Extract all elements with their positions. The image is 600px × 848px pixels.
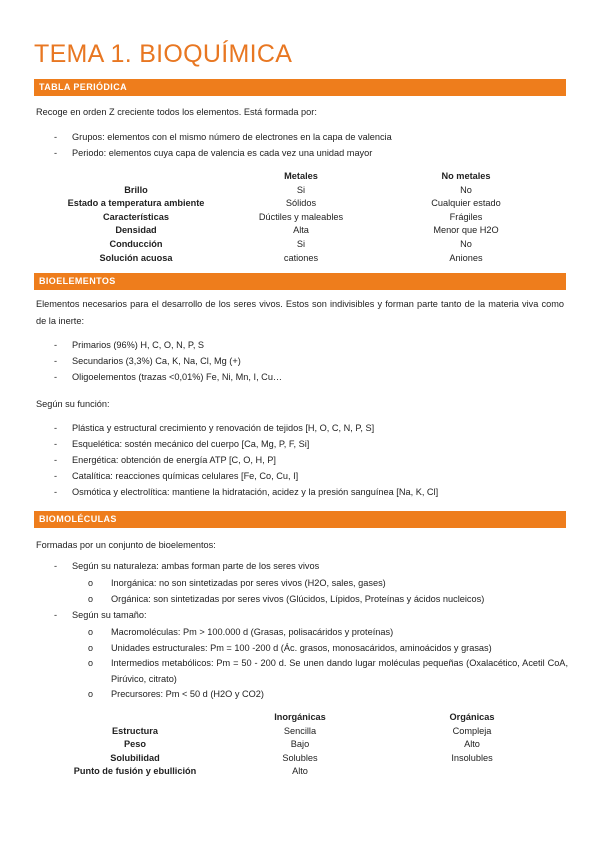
row-label: Conducción [109, 238, 163, 249]
table-row [36, 224, 566, 238]
table-row [36, 211, 566, 225]
bioelementos-bullet-list [36, 337, 282, 385]
table-cell: No [460, 184, 472, 195]
table-cell: Compleja [452, 725, 492, 736]
row-label: Punto de fusión y ebullición [73, 766, 197, 777]
list-item: - Grupos: elementos con el mismo número de electrones en la capa de valencia [36, 129, 392, 145]
table-cell: No [460, 238, 472, 249]
page-title: TEMA 1. BIOQUÍMICA [34, 40, 293, 68]
table-cell: Si [296, 238, 306, 249]
list-item: - Energética: obtención de energía ATP [C, O, H, P] [36, 452, 438, 468]
table-cell [390, 765, 554, 779]
table-row [60, 738, 554, 752]
list-item: - Oligoelementos (trazas <0,01%) Fe, Ni, Mn, I, Cu… [36, 369, 282, 385]
bullet-marker-o: o [88, 593, 94, 604]
table-row [36, 252, 566, 266]
list-item: o Macromoléculas: Pm > 100.000 d (Grasas, polisacáridos y proteínas) [56, 625, 568, 641]
table-cell: Solubles [282, 752, 318, 763]
list-item: - Primarios (96%) H, C, O, N, P, S [36, 337, 282, 353]
list-item: - Catalítica: reacciones químicas celulares [Fe, Co, Cu, I] [36, 468, 438, 484]
bullet-marker-o: o [88, 578, 94, 588]
list-item: - Esquelética: sostén mecánico del cuerpo [Ca, Mg, P, F, Si] [36, 436, 438, 452]
list-item: o Unidades estructurales: Pm = 100 -200 d (Ác. grasos, monosacáridos, aminoácidos y grasas) [56, 641, 568, 657]
table-row [36, 238, 566, 252]
table-cell: Cualquier estado [431, 198, 501, 209]
table-cell: Sólidos [285, 198, 317, 209]
table-header-row [36, 170, 566, 184]
table-header-row [60, 711, 554, 725]
biomoleculas-intro: Formadas por un conjunto de bioelementos: [36, 540, 216, 550]
list-item: o Intermedios metabólicos: Pm = 50 - 200 d. Se unen dando lugar moléculas pequeñas (Oxalacético, Acetil CoA, Pirúvico, citrato) [88, 658, 568, 684]
row-label: Solución acuosa [99, 252, 173, 263]
row-label: Estructura [112, 725, 158, 736]
table-row [60, 752, 554, 766]
table-cell: Alto [464, 739, 480, 750]
table-cell: Aniones [449, 252, 483, 263]
column-header: Orgánicas [449, 712, 495, 722]
table-cell: Insolubles [451, 752, 493, 763]
table-row [36, 197, 566, 211]
list-item: - Según su naturaleza: ambas forman parte de los seres vivos [36, 558, 319, 574]
naturaleza-bullet [36, 558, 319, 574]
section-heading-biomoleculas: BIOMOLÉCULAS [34, 511, 566, 528]
naturaleza-sublist [56, 576, 556, 607]
list-item: - Plástica y estructural crecimiento y renovación de tejidos [H, O, C, N, P, S] [36, 420, 438, 436]
section-heading-bioelementos: BIOELEMENTOS [34, 273, 566, 290]
table-cell: Dúctiles y maleables [258, 211, 344, 222]
list-item: o Orgánica: son sintetizadas por seres vivos (Glúcidos, Lípidos, Proteínas y ácidos nucleicos) [56, 592, 556, 608]
list-item: - Secundarios (3,3%) Ca, K, Na, Cl, Mg (+) [36, 353, 282, 369]
table-row [60, 725, 554, 739]
table-cell: cationes [283, 252, 319, 263]
list-item: - Osmótica y electrolítica: mantiene la hidratación, acidez y la presión sanguínea [Na, K, Cl] [36, 484, 438, 500]
row-label: Peso [124, 739, 146, 750]
table-row [36, 184, 566, 198]
column-header: Metales [284, 171, 318, 181]
table-cell: Si [296, 184, 306, 195]
column-header: Inorgánicas [274, 712, 326, 722]
tabla-intro: Recoge en orden Z creciente todos los elementos. Está formada por: [36, 107, 317, 117]
funcion-label: Según su función: [36, 399, 110, 409]
tabla-bullet-list [36, 129, 392, 161]
bioelementos-intro: Elementos necesarios para el desarrollo de los seres vivos. Estos son indivisibles y forman parte tanto de la materia viva como de la inerte: [36, 299, 564, 326]
biomoleculas-table [60, 711, 554, 779]
table-cell: Alto [292, 766, 308, 777]
funcion-bullet-list [36, 420, 438, 500]
tamano-sublist [56, 625, 568, 703]
table-row [60, 765, 554, 779]
table-cell: Bajo [290, 739, 310, 750]
metales-table [36, 170, 566, 265]
section-heading-tabla-periodica: TABLA PERIÓDICA [34, 79, 566, 96]
table-cell: Sencilla [283, 725, 317, 736]
bullet-marker-o: o [88, 689, 94, 699]
column-header: No metales [441, 171, 491, 181]
row-label: Densidad [115, 225, 157, 236]
row-label: Solubilidad [110, 752, 160, 763]
table-cell: Menor que H2O [433, 225, 499, 236]
list-item: o Inorgánica: no son sintetizadas por seres vivos (H2O, sales, gases) [56, 576, 556, 592]
bullet-marker-o: o [88, 642, 94, 653]
list-item: - Periodo: elementos cuya capa de valencia es cada vez una unidad mayor [36, 145, 392, 161]
row-label: Características [103, 211, 169, 222]
table-cell: Alta [293, 225, 309, 236]
tamano-bullet [36, 607, 147, 623]
list-item: o Precursores: Pm < 50 d (H2O y CO2) [56, 687, 568, 703]
bullet-marker-o: o [88, 627, 94, 637]
list-item: - Según su tamaño: [36, 607, 147, 623]
table-cell: Frágiles [449, 211, 483, 222]
row-label: Brillo [124, 184, 148, 195]
row-label: Estado a temperatura ambiente [67, 198, 205, 209]
bullet-marker-o: o [88, 658, 94, 668]
